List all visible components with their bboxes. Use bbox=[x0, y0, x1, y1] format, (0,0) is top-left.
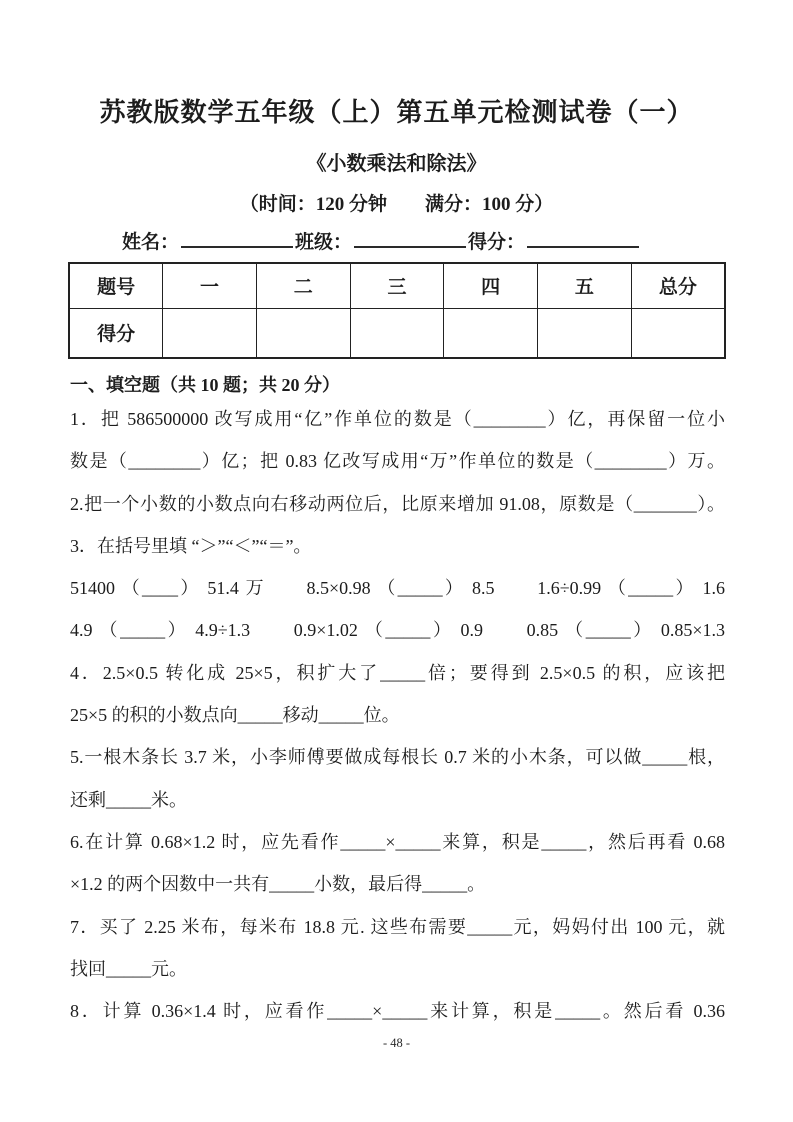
exam-meta: （时间：120 分钟 满分：100 分） bbox=[239, 194, 554, 215]
question-line-2: 2.把一个小数的小数点向右移动两位后，比原来增加 91.08，原数是（_______）。 bbox=[70, 493, 725, 514]
question-line-4b: 25×5 的积的小数点向_____移动_____位。 bbox=[70, 705, 400, 726]
question-lines bbox=[70, 398, 725, 1032]
score-table-score-row bbox=[69, 308, 725, 358]
score-blank bbox=[527, 230, 639, 248]
cell-score-1 bbox=[163, 308, 257, 358]
cell-score-label: 得分 bbox=[69, 308, 163, 358]
cell-score-5 bbox=[538, 308, 632, 358]
section-heading: 一、填空题（共 10 题；共 20 分） bbox=[70, 375, 340, 395]
student-info-row bbox=[122, 227, 641, 254]
question-line-6b: ×1.2 的两个因数中一共有_____小数，最后得_____。 bbox=[70, 874, 486, 895]
cell-section-3: 三 bbox=[350, 263, 444, 308]
question-line-1b: 数是（________）亿；把 0.83 亿改写成用“万”作单位的数是（________）万。 bbox=[70, 451, 725, 472]
cell-section-2: 二 bbox=[256, 263, 350, 308]
name-label: 姓名： bbox=[122, 232, 180, 253]
question-line-5a: 5.一根木条长 3.7 米，小李师傅要做成每根长 0.7 米的小木条，可以做_____根， bbox=[70, 747, 725, 768]
name-blank bbox=[181, 230, 293, 248]
question-line-3-compare-row-2: 4.9 （_____） 4.9÷1.3 0.9×1.02 （_____） 0.9 0.85 （_____） 0.85×1.3 bbox=[70, 620, 725, 641]
question-line-3: 3．在括号里填 “＞”“＜”“＝”。 bbox=[70, 535, 312, 556]
question-line-1a: 1．把 586500000 改写成用“亿”作单位的数是（________）亿，再保留一位小 bbox=[70, 409, 725, 429]
page-title: 苏教版数学五年级（上）第五单元检测试卷（一） bbox=[99, 98, 694, 127]
cell-score-total bbox=[631, 308, 725, 358]
cell-score-2 bbox=[256, 308, 350, 358]
cell-section-1: 一 bbox=[163, 263, 257, 308]
class-blank bbox=[354, 230, 466, 248]
question-line-7b: 找回_____元。 bbox=[70, 958, 187, 979]
cell-section-5: 五 bbox=[538, 263, 632, 308]
class-label: 班级： bbox=[295, 232, 353, 253]
question-line-6a: 6.在计算 0.68×1.2 时，应先看作_____×_____来算，积是_____，然后再看 0.68 bbox=[70, 831, 725, 852]
cell-question-number-label: 题号 bbox=[69, 263, 163, 308]
question-line-4a: 4．2.5×0.5 转化成 25×5，积扩大了_____倍；要得到 2.5×0.5 的积，应该把 bbox=[70, 662, 725, 683]
cell-score-3 bbox=[350, 308, 444, 358]
score-label: 得分： bbox=[468, 232, 526, 253]
page-subtitle: 《小数乘法和除法》 bbox=[306, 153, 487, 175]
question-line-7a: 7．买了 2.25 米布，每米布 18.8 元. 这些布需要_____元，妈妈付出 100 元，就 bbox=[70, 916, 725, 937]
score-table-header-row bbox=[69, 263, 725, 308]
question-line-3-compare-row-1: 51400 （____） 51.4 万 8.5×0.98 （_____） 8.5 1.6÷0.99 （_____） 1.6 bbox=[70, 578, 725, 599]
question-line-5b: 还剩_____米。 bbox=[70, 789, 187, 810]
score-table bbox=[68, 262, 726, 359]
cell-score-4 bbox=[444, 308, 538, 358]
cell-section-4: 四 bbox=[444, 263, 538, 308]
page-number: - 48 - bbox=[382, 1036, 411, 1050]
question-line-8: 8．计算 0.36×1.4 时，应看作_____×_____来计算，积是_____。然后看 0.36 bbox=[70, 1001, 725, 1022]
cell-total-score-label: 总分 bbox=[631, 263, 725, 308]
